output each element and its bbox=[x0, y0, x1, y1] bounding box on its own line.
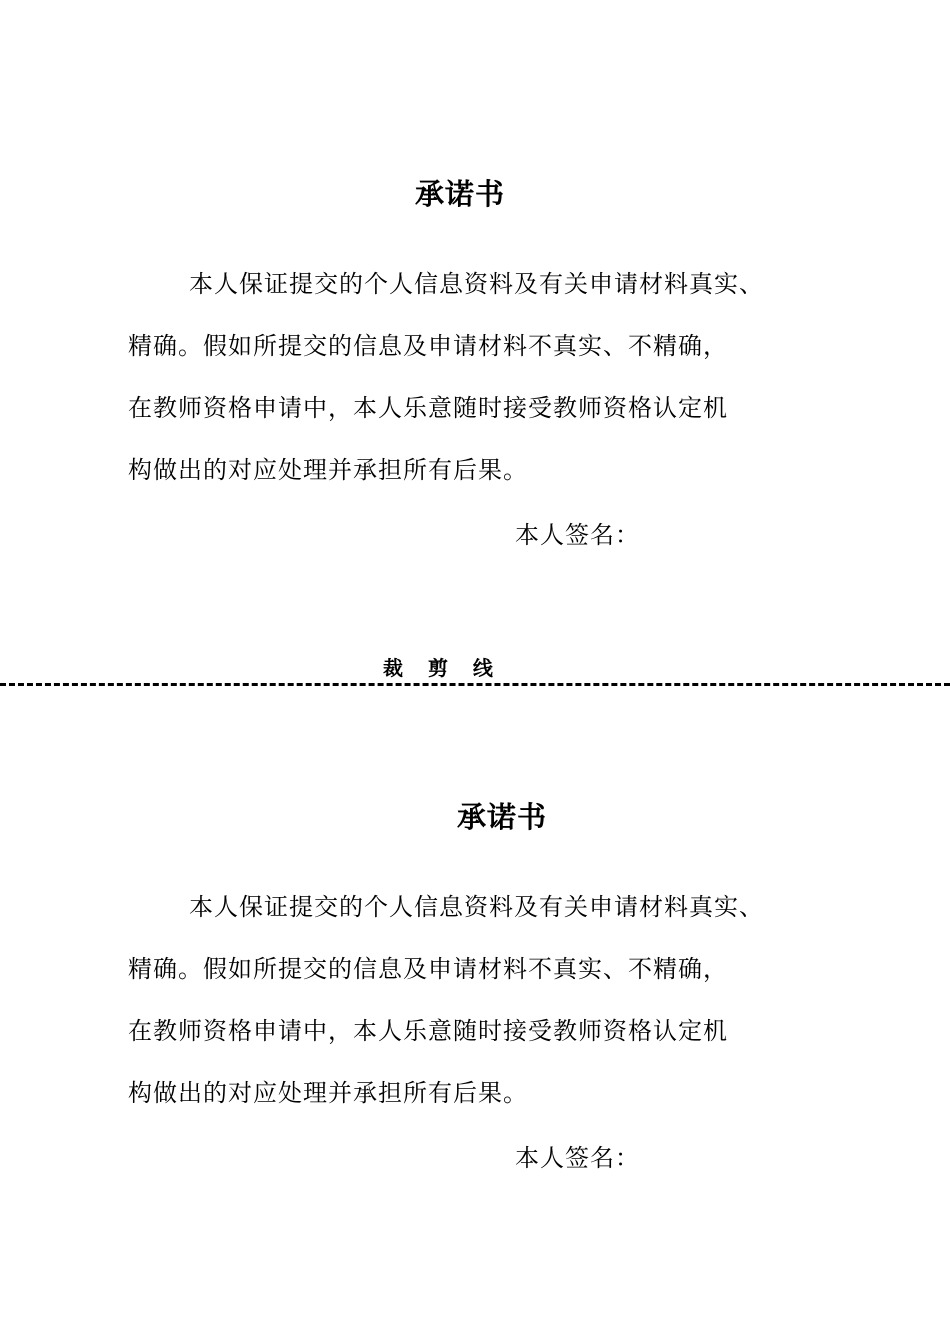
pledge-line: 精确。假如所提交的信息及申请材料不真实、不精确， bbox=[128, 332, 728, 360]
pledge-line: 构做出的对应处理并承担所有后果。 bbox=[128, 1079, 528, 1107]
cut-line-label: 裁 剪 线 bbox=[383, 656, 493, 680]
pledge-line: 本人保证提交的个人信息资料及有关申请材料真实、 bbox=[189, 270, 764, 298]
pledge-line: 精确。假如所提交的信息及申请材料不真实、不精确， bbox=[128, 955, 728, 983]
signature-label: 本人签名： bbox=[515, 521, 640, 549]
pledge-body bbox=[128, 876, 868, 1124]
pledge-title: 承诺书 bbox=[414, 177, 505, 211]
pledge-line: 本人保证提交的个人信息资料及有关申请材料真实、 bbox=[189, 893, 764, 921]
pledge-body bbox=[128, 253, 868, 501]
pledge-line: 在教师资格申请中，本人乐意随时接受教师资格认定机 bbox=[128, 1017, 728, 1045]
pledge-title: 承诺书 bbox=[456, 800, 547, 834]
cut-line-divider bbox=[0, 683, 950, 686]
pledge-line: 构做出的对应处理并承担所有后果。 bbox=[128, 456, 528, 484]
pledge-line: 在教师资格申请中，本人乐意随时接受教师资格认定机 bbox=[128, 394, 728, 422]
signature-label: 本人签名： bbox=[515, 1144, 640, 1172]
